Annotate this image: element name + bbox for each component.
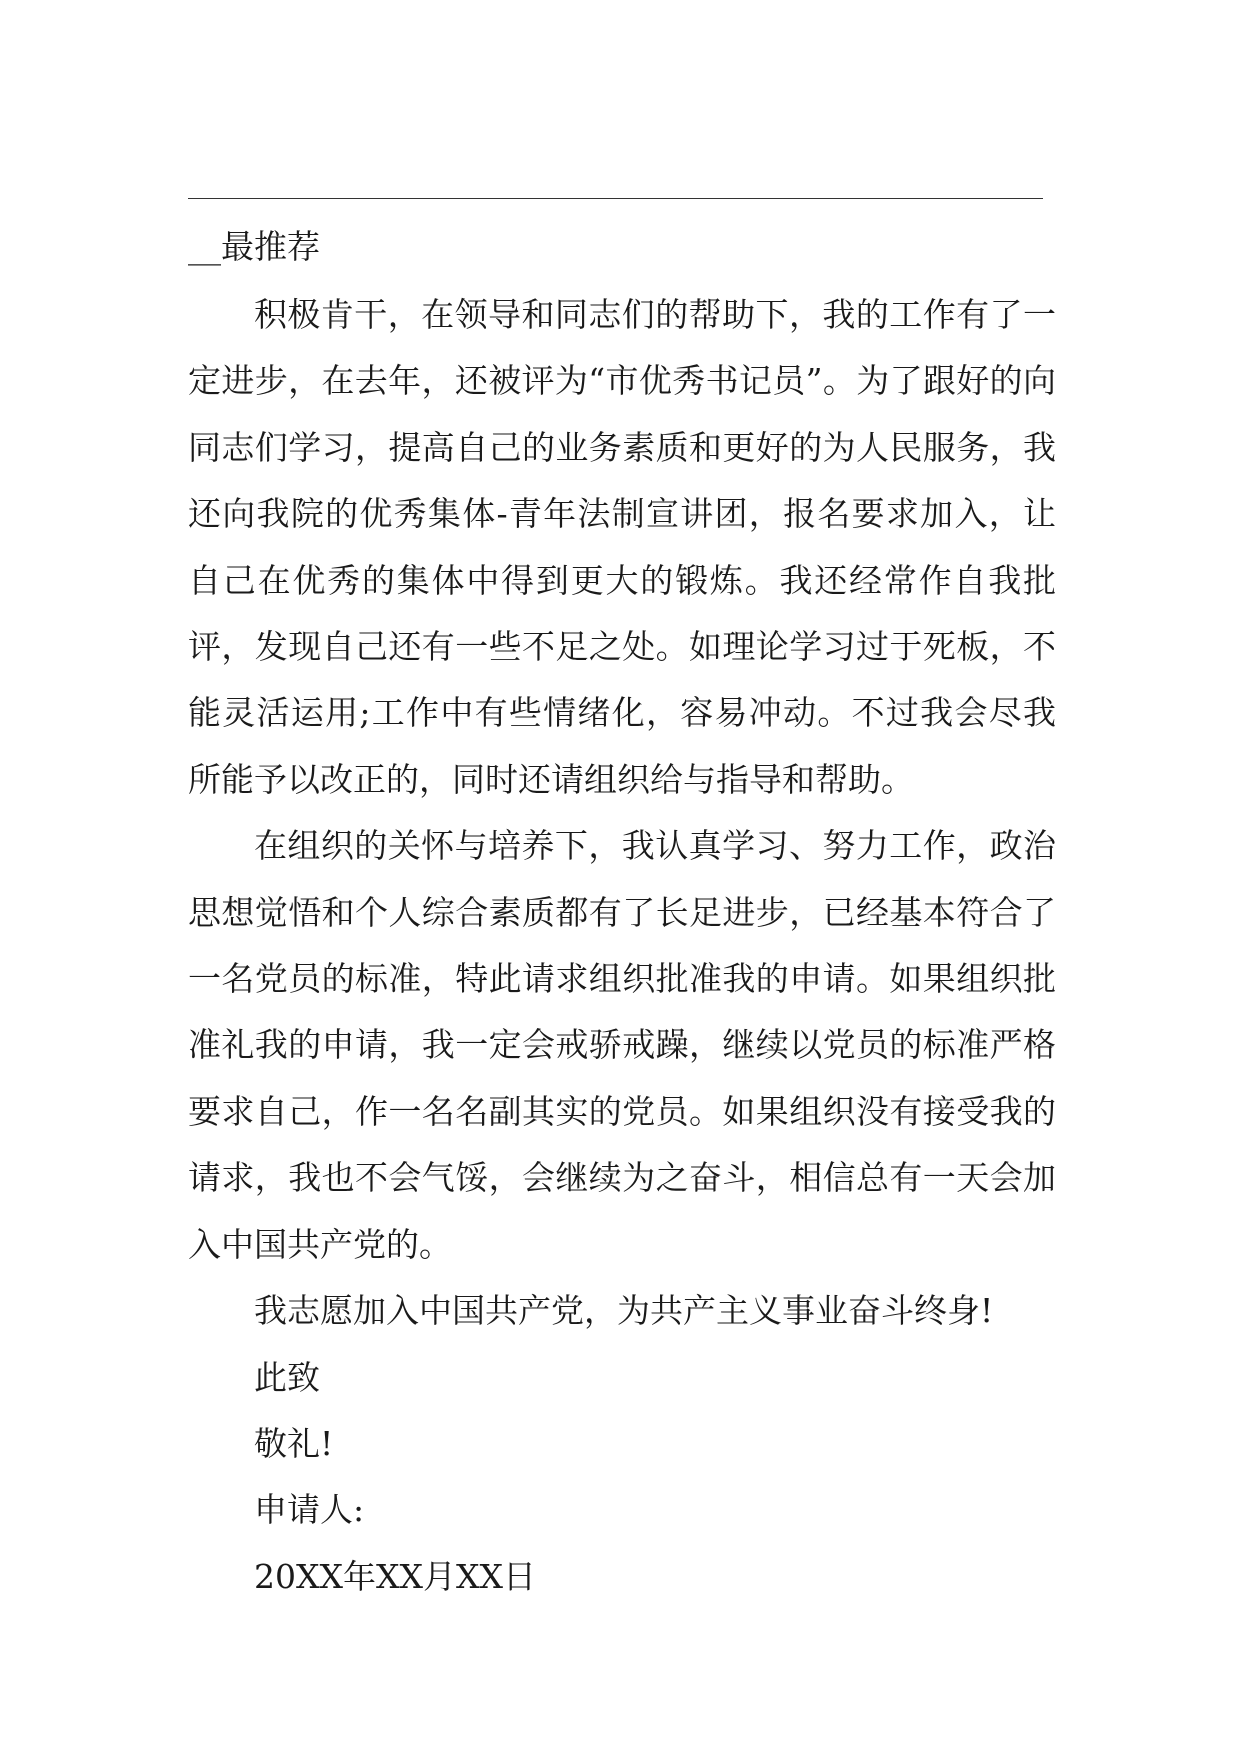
header-label: __最推荐 [188,227,320,266]
header-rule [188,198,1043,199]
applicant-label: 申请人: [254,1490,365,1530]
pledge-line: 我志愿加入中国共产党，为共产主义事业奋斗终身! [254,1291,994,1331]
date-line: 20XX年XX月XX日 [254,1556,536,1596]
paragraph-2: 在组织的关怀与培养下，我认真学习、努力工作，政治思想觉悟和个人综合素质都有了长足进步，已经基本符合了一名党员的标准，特此请求组织批准我的申请。如果组织批准礼我的申请，我一定会戒骄戒躁，继续以党员的标准严格要求自己，作一名名副其实的党员。如果组织没有接受我的请求，我也不会气馁，会继续为之奋斗，相信总有一天会加入中国共产党的。 [188,826,1056,1264]
paragraph-1: 积极肯干，在领导和同志们的帮助下，我的工作有了一定进步，在去年，还被评为“市优秀书记员”。为了跟好的向同志们学习，提高自己的业务素质和更好的为人民服务，我还向我院的优秀集体-青年法制宣讲团，报名要求加入，让自己在优秀的集体中得到更大的锻炼。我还经常作自我批评，发现自己还有一些不足之处。如理论学习过于死板，不能灵活运用;工作中有些情绪化，容易冲动。不过我会尽我所能予以改正的，同时还请组织给与指导和帮助。 [188,295,1056,799]
salutation-jingli: 敬礼! [254,1423,334,1463]
salutation-cizhi: 此致 [254,1357,320,1397]
document-body [188,282,1056,1610]
